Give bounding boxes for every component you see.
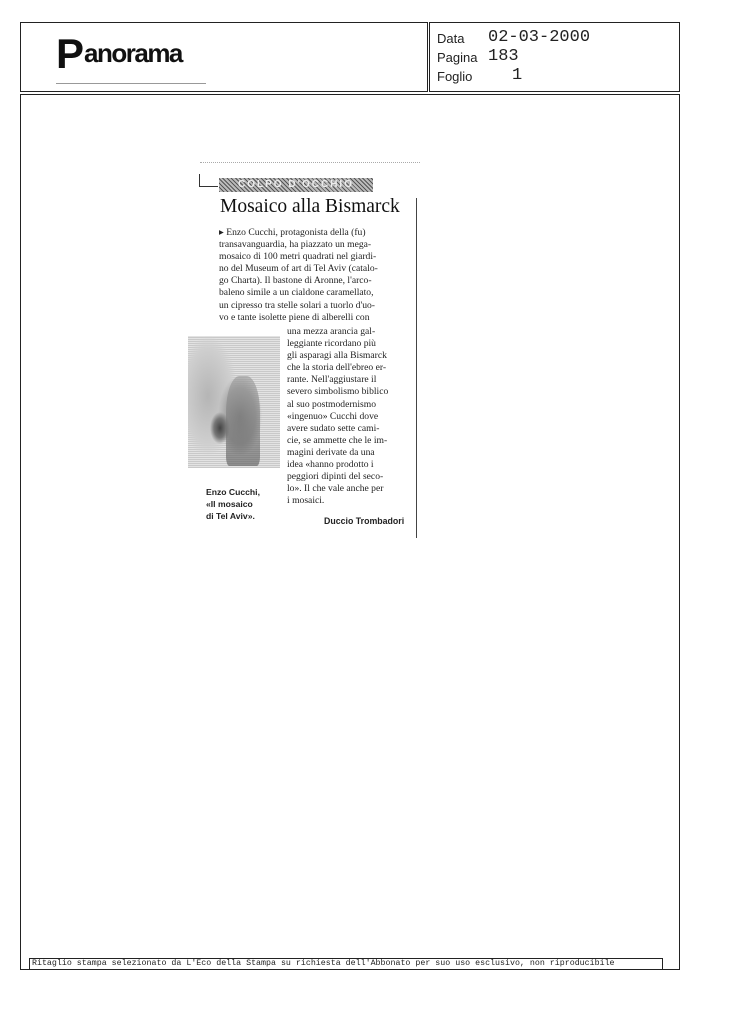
section-kicker: COLPO D'OCCHIO	[219, 178, 373, 192]
article-body-column	[287, 326, 415, 507]
caption-line: Enzo Cucchi,	[206, 487, 260, 497]
body-line: vo e tante isolette piene di alberelli con	[219, 311, 370, 323]
caption-line: di Tel Aviv».	[206, 511, 255, 521]
body-line: idea «hanno prodotto i	[287, 459, 374, 471]
body-line: una mezza arancia gal-	[287, 326, 376, 337]
page-value: 183	[488, 47, 519, 66]
body-line: i mosaici.	[287, 495, 325, 507]
article-body-top	[219, 227, 415, 324]
sheet-value: 1	[512, 66, 523, 85]
column-rule	[416, 198, 417, 538]
body-line: no del Museum of art di Tel Aviv (catalo-	[219, 263, 378, 275]
body-line: ▸ Enzo Cucchi, protagonista della (fu)	[219, 227, 366, 238]
body-line: peggiori dipinti del seco-	[287, 471, 384, 483]
logo-underline	[56, 83, 206, 84]
sheet-label: Foglio	[437, 69, 473, 84]
photo-caption	[206, 486, 286, 522]
body-line: rante. Nell'aggiustare il	[287, 374, 377, 386]
date-label: Data	[437, 31, 465, 46]
body-line: un cipresso tra stelle solari a tuorlo d'uo-	[219, 299, 375, 311]
reproduction-disclaimer: Ritaglio stampa selezionato da L'Eco della Stampa su richiesta dell'Abbonato per suo uso esclusivo, non riproducibile	[29, 958, 663, 970]
body-line: magini derivate da una	[287, 446, 375, 458]
caption-line: «Il mosaico	[206, 499, 253, 509]
body-line: lo». Il che vale anche per	[287, 483, 384, 495]
body-line: avere sudato sette cami-	[287, 422, 380, 434]
kicker-bracket	[199, 174, 218, 187]
article-title: Mosaico alla Bismarck	[220, 196, 400, 217]
photo-figure	[226, 376, 260, 466]
body-line: go Charta). Il bastone di Aronne, l'arco-	[219, 275, 372, 287]
top-dotted-border	[200, 162, 420, 163]
body-line: gli asparagi alla Bismarck	[287, 350, 387, 362]
body-line: che la storia dell'ebreo er-	[287, 362, 387, 374]
body-line: baleno simile a un cialdone caramellato,	[219, 287, 374, 299]
artist-photo	[188, 336, 280, 468]
body-line: al suo postmodernismo	[287, 398, 377, 410]
body-line: «ingenuo» Cucchi dove	[287, 410, 379, 422]
body-line: mosaico di 100 metri quadrati nel giardi-	[219, 251, 377, 263]
body-line: transavanguardia, ha piazzato un mega-	[219, 239, 372, 251]
article-clipping	[186, 160, 422, 550]
panorama-logo: Panorama	[56, 30, 182, 77]
page-label: Pagina	[437, 50, 478, 65]
body-line: severo simbolismo biblico	[287, 386, 389, 398]
body-line: leggiante ricordano più	[287, 338, 376, 350]
date-value: 02-03-2000	[488, 28, 591, 47]
body-line: cie, se ammette che le im-	[287, 434, 388, 446]
author-byline: Duccio Trombadori	[324, 516, 405, 526]
